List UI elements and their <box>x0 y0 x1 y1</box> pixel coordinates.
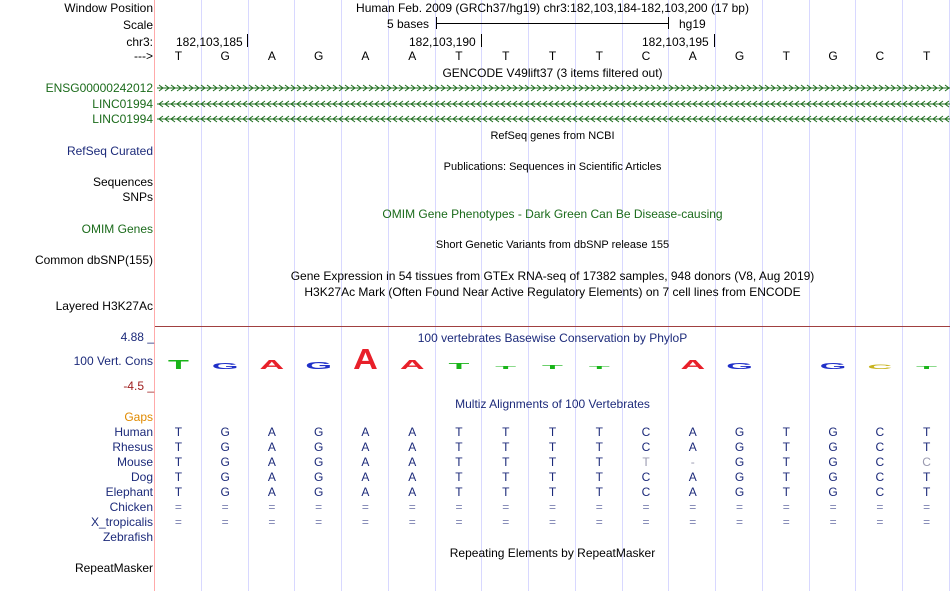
phylop-label[interactable]: 100 Vert. Cons <box>73 354 153 368</box>
aligned-base: T <box>782 440 790 454</box>
aligned-base: T <box>548 425 557 439</box>
aligned-base: A <box>361 455 370 469</box>
logo-letter: T <box>448 362 470 371</box>
dbsnp-label[interactable]: Common dbSNP(155) <box>34 253 153 267</box>
aligned-base: = <box>642 515 650 529</box>
aligned-base: = <box>361 500 369 514</box>
aligned-base: = <box>408 500 416 514</box>
logo-letter: A <box>259 357 285 373</box>
position-tick: 182,103,195 <box>642 35 709 49</box>
aligned-base: A <box>408 470 417 484</box>
aligned-base: = <box>502 500 510 514</box>
aligned-base: = <box>689 515 697 529</box>
aligned-base: T <box>548 440 557 454</box>
sequence-base: A <box>688 49 697 63</box>
aligned-base: = <box>782 515 790 529</box>
logo-letter: T <box>542 364 563 371</box>
sequence-base: A <box>267 49 276 63</box>
gene-feature-linc01994[interactable] <box>157 98 950 110</box>
gene-feature-ensg[interactable] <box>157 82 950 94</box>
h3k27ac-label[interactable]: Layered H3K27Ac <box>55 299 153 313</box>
aligned-base: A <box>267 470 276 484</box>
aligned-base: = <box>548 500 556 514</box>
gtex-track-title[interactable]: Gene Expression in 54 tissues from GTEx RNA-seq of 17382 samples, 948 donors (V8, Aug 2019) <box>290 269 815 283</box>
aligned-base: A <box>361 470 370 484</box>
aligned-base: C <box>641 425 651 439</box>
gene-label-ensg[interactable]: ENSG00000242012 <box>45 81 153 95</box>
aligned-base: = <box>174 515 182 529</box>
aligned-base: = <box>548 515 556 529</box>
aligned-base: = <box>689 500 697 514</box>
gaps-label[interactable]: Gaps <box>124 410 153 424</box>
sequence-base: T <box>595 49 603 63</box>
aligned-base: A <box>361 425 370 439</box>
aligned-base: T <box>782 455 790 469</box>
logo-letter: T <box>916 365 938 371</box>
scale-assembly: hg19 <box>679 17 706 31</box>
aligned-base: A <box>408 425 417 439</box>
aligned-base: T <box>455 440 463 454</box>
gene-feature-linc01994[interactable] <box>157 113 950 125</box>
base-sequence-row <box>155 49 950 63</box>
aligned-base: = <box>221 515 229 529</box>
sequence-base: T <box>922 49 931 63</box>
aligned-base: A <box>267 485 276 499</box>
aligned-base: G <box>734 440 745 454</box>
aligned-base: G <box>220 485 230 499</box>
aligned-base: T <box>174 485 183 499</box>
aligned-base: A <box>688 485 697 499</box>
sequence-base: G <box>314 49 324 63</box>
species-label[interactable]: Chicken <box>109 500 153 514</box>
aligned-base: T <box>595 440 603 454</box>
aligned-base: A <box>408 485 417 499</box>
logo-letter: G <box>819 362 847 371</box>
aligned-base: = <box>829 500 837 514</box>
aligned-base: = <box>923 515 931 529</box>
aligned-base: = <box>782 500 790 514</box>
aligned-base: G <box>220 455 230 469</box>
species-label[interactable]: X_tropicalis <box>90 515 153 529</box>
sequence-base: T <box>782 49 790 63</box>
publications-track-title[interactable]: Publications: Sequences in Scientific Articles <box>443 161 662 173</box>
window-position-label: Window Position <box>64 1 153 15</box>
aligned-base: = <box>361 515 369 529</box>
aligned-base: T <box>174 440 183 454</box>
aligned-base: G <box>828 425 838 439</box>
logo-letter: C <box>867 363 893 371</box>
phylop-top-line <box>155 326 950 327</box>
aligned-base: T <box>174 470 183 484</box>
aligned-base: G <box>828 470 838 484</box>
gencode-track-title[interactable]: GENCODE V49lift37 (3 items filtered out) <box>442 66 663 80</box>
aligned-base: = <box>174 500 182 514</box>
aligned-base: A <box>267 440 276 454</box>
refseq-track-title[interactable]: RefSeq genes from NCBI <box>490 130 615 142</box>
aligned-base: - <box>690 455 695 469</box>
strand-label: ---> <box>134 49 153 63</box>
aligned-base: C <box>641 470 651 484</box>
aligned-base: G <box>314 425 324 439</box>
aligned-base: = <box>876 500 884 514</box>
aligned-base: T <box>455 455 463 469</box>
logo-letter: A <box>680 357 706 373</box>
species-label[interactable]: Elephant <box>105 485 153 499</box>
aligned-base: A <box>688 440 697 454</box>
tick-mark <box>481 34 482 47</box>
tick-mark <box>714 34 715 47</box>
sequence-base: C <box>875 49 885 63</box>
scale-bar <box>436 17 669 29</box>
tick-mark <box>247 34 248 47</box>
aligned-base: = <box>315 515 323 529</box>
aligned-base: G <box>314 455 324 469</box>
sequence-base: A <box>361 49 370 63</box>
aligned-base: T <box>922 485 931 499</box>
sequence-base: T <box>455 49 463 63</box>
aligned-base: G <box>220 440 230 454</box>
aligned-base: G <box>314 440 324 454</box>
sequence-base: G <box>220 49 230 63</box>
aligned-base: C <box>875 455 885 469</box>
sequence-base: T <box>502 49 510 63</box>
logo-letter: A <box>353 345 378 375</box>
aligned-base: T <box>642 455 650 469</box>
repeatmasker-track-title[interactable]: Repeating Elements by RepeatMasker <box>449 546 656 560</box>
omim-track-title[interactable]: OMIM Gene Phenotypes - Dark Green Can Be Disease-causing <box>382 207 723 221</box>
chrom-label: chr3: <box>126 35 153 49</box>
aligned-base: = <box>642 500 650 514</box>
aligned-base: G <box>828 485 838 499</box>
logo-letter: A <box>399 357 425 373</box>
aligned-base: = <box>595 515 603 529</box>
aligned-base: = <box>315 500 323 514</box>
aligned-base: T <box>782 470 790 484</box>
position-tick: 182,103,185 <box>176 35 243 49</box>
aligned-base: A <box>688 425 697 439</box>
aligned-base: C <box>641 485 651 499</box>
sequences-label[interactable]: Sequences <box>92 175 153 189</box>
logo-letter: T <box>167 357 189 373</box>
aligned-base: C <box>875 485 885 499</box>
sequence-base: T <box>174 49 183 63</box>
logo-letter: T <box>588 365 610 371</box>
aligned-base: T <box>502 425 510 439</box>
aligned-base: G <box>220 470 230 484</box>
phylop-max-label: 4.88 _ <box>120 330 154 344</box>
position-tick: 182,103,190 <box>409 35 476 49</box>
aligned-base: C <box>641 440 651 454</box>
aligned-base: G <box>734 470 745 484</box>
sequence-base: G <box>734 49 745 63</box>
sequence-base: G <box>828 49 838 63</box>
aligned-base: G <box>734 485 745 499</box>
aligned-base: T <box>922 440 931 454</box>
aligned-base: = <box>876 515 884 529</box>
aligned-base: = <box>736 500 744 514</box>
aligned-base: C <box>875 425 885 439</box>
aligned-base: A <box>361 440 370 454</box>
aligned-base: T <box>595 455 603 469</box>
species-label[interactable]: Mouse <box>116 455 153 469</box>
aligned-base: A <box>408 440 417 454</box>
dbsnp-track-title[interactable]: Short Genetic Variants from dbSNP release 155 <box>435 239 670 251</box>
omim-label[interactable]: OMIM Genes <box>81 222 153 236</box>
aligned-base: T <box>174 455 183 469</box>
aligned-base: = <box>923 500 931 514</box>
aligned-base: A <box>408 455 417 469</box>
species-label[interactable]: Dog <box>130 470 153 484</box>
aligned-base: C <box>922 455 931 469</box>
aligned-base: A <box>688 470 697 484</box>
aligned-base: T <box>782 485 790 499</box>
phylop-logo[interactable] <box>155 345 950 375</box>
aligned-base: C <box>875 440 885 454</box>
species-label[interactable]: Human <box>114 425 153 439</box>
snps-label[interactable]: SNPs <box>122 190 153 204</box>
gene-label-linc01994[interactable]: LINC01994 <box>92 97 153 111</box>
aligned-base: T <box>548 485 557 499</box>
aligned-base: T <box>455 470 463 484</box>
aligned-base: A <box>267 425 276 439</box>
aligned-base: T <box>502 485 510 499</box>
logo-letter: G <box>305 360 332 372</box>
aligned-base: = <box>221 500 229 514</box>
aligned-base: T <box>595 425 603 439</box>
aligned-base: T <box>502 440 510 454</box>
aligned-base: T <box>922 425 931 439</box>
sequence-base: T <box>548 49 557 63</box>
refseq-label[interactable]: RefSeq Curated <box>66 144 153 158</box>
aligned-base: T <box>455 425 463 439</box>
logo-letter: G <box>211 362 239 371</box>
aligned-base: G <box>828 440 838 454</box>
aligned-base: G <box>314 485 324 499</box>
window-position-text[interactable]: Human Feb. 2009 (GRCh37/hg19) chr3:182,103,184-182,103,200 (17 bp) <box>356 1 749 15</box>
aligned-base: T <box>548 470 557 484</box>
aligned-base: T <box>782 425 790 439</box>
aligned-base: = <box>268 500 276 514</box>
multiz-track-title[interactable]: Multiz Alignments of 100 Vertebrates <box>455 397 650 411</box>
repeatmasker-label[interactable]: RepeatMasker <box>74 561 153 575</box>
gene-label-linc01994[interactable]: LINC01994 <box>92 112 153 126</box>
aligned-base: T <box>174 425 183 439</box>
h3k27ac-track-title[interactable]: H3K27Ac Mark (Often Found Near Active Regulatory Elements) on 7 cell lines from ENCODE <box>304 285 801 299</box>
aligned-base: G <box>220 425 230 439</box>
aligned-base: T <box>595 485 603 499</box>
aligned-base: = <box>455 500 463 514</box>
scale-label: Scale <box>122 18 153 32</box>
logo-letter: G <box>726 361 753 372</box>
aligned-base: T <box>455 485 463 499</box>
sequence-base: C <box>641 49 651 63</box>
scale-bases: 5 bases <box>387 17 430 31</box>
sequence-base: A <box>408 49 417 63</box>
species-label[interactable]: Rhesus <box>112 440 153 454</box>
aligned-base: T <box>548 455 557 469</box>
aligned-base: A <box>267 455 276 469</box>
aligned-base: = <box>829 515 837 529</box>
aligned-base: = <box>268 515 276 529</box>
species-label[interactable]: Zebrafish <box>102 530 153 544</box>
aligned-base: T <box>502 470 510 484</box>
aligned-base: G <box>828 455 838 469</box>
aligned-base: = <box>455 515 463 529</box>
aligned-base: G <box>314 470 324 484</box>
logo-letter: T <box>495 365 517 371</box>
aligned-base: A <box>361 485 370 499</box>
aligned-base: = <box>595 500 603 514</box>
aligned-base: = <box>736 515 744 529</box>
phylop-min-label: -4.5 _ <box>123 379 154 393</box>
aligned-base: G <box>734 425 745 439</box>
phylop-track-title[interactable]: 100 vertebrates Basewise Conservation by PhyloP <box>417 331 688 345</box>
aligned-base: T <box>595 470 603 484</box>
aligned-base: T <box>502 455 510 469</box>
aligned-base: = <box>408 515 416 529</box>
aligned-base: T <box>922 470 931 484</box>
aligned-base: C <box>875 470 885 484</box>
aligned-base: G <box>734 455 745 469</box>
aligned-base: = <box>502 515 510 529</box>
